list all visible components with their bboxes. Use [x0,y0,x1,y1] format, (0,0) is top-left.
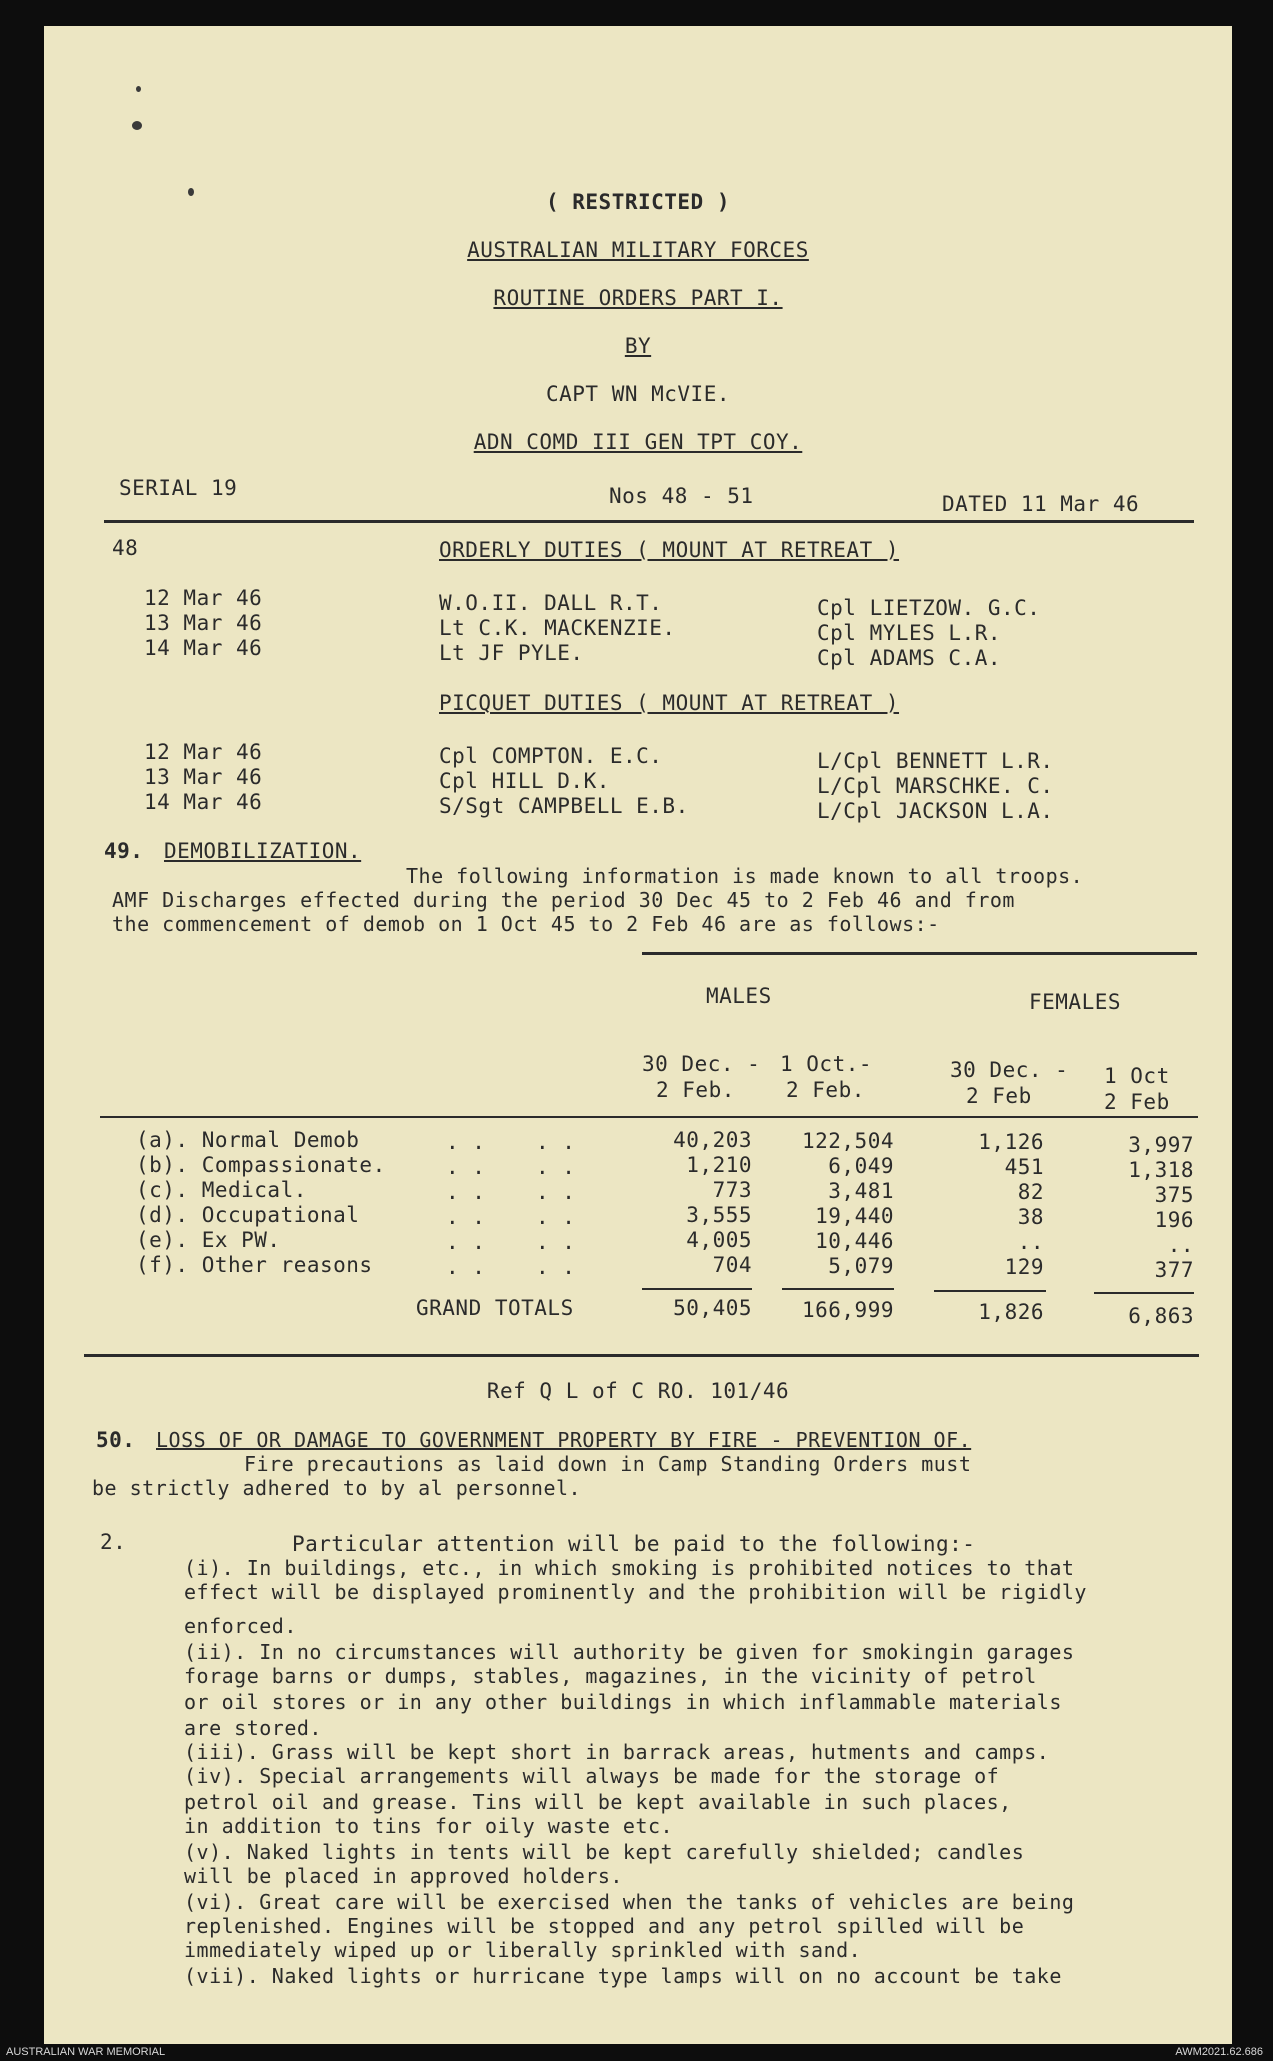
demobilization-title: DEMOBILIZATION. [164,839,362,863]
orderly-date: 12 Mar 46 [144,586,263,610]
table-row-dots: . . [536,1255,576,1279]
table-cell-males-overall: 3,481 [828,1179,894,1203]
orderly-nco: Cpl MYLES L.R. [817,621,1002,645]
picquet-lcpl: L/Cpl MARSCHKE. C. [817,774,1054,798]
table-row-label: (e). Ex PW. [136,1228,281,1252]
fire-prevention-title: LOSS OF OR DAMAGE TO GOVERNMENT PROPERTY BY FIRE - PREVENTION OF. [156,1428,972,1452]
col-heading-males-period: 2 Feb. [656,1078,735,1102]
fire-precaution-line: (iv). Special arrangements will always be made for the storage of [184,1764,1000,1788]
col-heading-females-period: 30 Dec. - [950,1058,1069,1082]
order-number-50: 50. [96,1428,136,1452]
table-row-dots: . . [446,1230,486,1254]
serial-number: SERIAL 19 [119,476,238,500]
fire-precaution-line: (v). Naked lights in tents will be kept carefully shielded; candles [184,1840,1025,1864]
header-divider [104,520,1194,523]
restricted-label: ( RESTRICTED ) [545,190,730,214]
table-cell-females-period: 1,126 [978,1130,1044,1154]
table-row-dots: . . [446,1255,486,1279]
table-cell-males-period: 704 [712,1253,752,1277]
table-row-dots: . . [446,1130,486,1154]
table-row-dots: . . [446,1180,486,1204]
fire-precaution-line: will be placed in approved holders. [184,1864,623,1888]
fire-precaution-line: enforced. [184,1614,297,1638]
table-cell-males-period: 3,555 [686,1203,752,1227]
table-row-label: (d). Occupational [136,1203,360,1227]
col-heading-males-period: 30 Dec. - [642,1052,761,1076]
fire-precaution-line: (i). In buildings, etc., in which smoking is prohibited notices to that [184,1556,1075,1580]
table-header-rule [100,1116,1198,1118]
females-heading: FEMALES [1029,990,1122,1014]
grand-total-females-overall: 6,863 [1128,1304,1194,1328]
table-cell-females-overall: 3,997 [1128,1133,1194,1157]
demob-paragraph-line: AMF Discharges effected during the period 30 Dec 45 to 2 Feb 46 and from [112,888,1015,912]
orderly-date: 14 Mar 46 [144,636,263,660]
picquet-date: 14 Mar 46 [144,790,263,814]
fire-precaution-line: in addition to tins for oily waste etc. [184,1814,674,1838]
footer-archive-name: AUSTRALIAN WAR MEMORIAL [6,2046,166,2058]
table-cell-females-overall: 377 [1154,1258,1194,1282]
table-cell-females-overall: 375 [1154,1183,1194,1207]
table-row-label: (f). Other reasons [136,1253,373,1277]
table-row-dots: . . [446,1205,486,1229]
fire-precaution-line: petrol oil and grease. Tins will be kept available in such places, [184,1790,1012,1814]
officer-name: CAPT WN McVIE. [545,382,730,406]
table-cell-males-overall: 10,446 [815,1229,894,1253]
table-cell-males-overall: 19,440 [815,1204,894,1228]
fire-precaution-line: (iii). Grass will be kept short in barrack areas, hutments and camps. [184,1740,1050,1764]
table-row-dots: . . [536,1155,576,1179]
col-heading-males-total: 1 Oct.- [780,1052,873,1076]
fire-precaution-line: (ii). In no circumstances will authority be given for smokingin garages [184,1640,1075,1664]
col-heading-females-total: 1 Oct [1104,1064,1170,1088]
females-subtotal-rule-b [1094,1292,1194,1294]
males-subtotal-rule-b [782,1288,894,1290]
dated-label: DATED 11 Mar 46 [942,492,1140,516]
females-subtotal-rule-a [934,1290,1046,1292]
grand-total-females-period: 1,826 [978,1300,1044,1324]
picquet-lcpl: L/Cpl BENNETT L.R. [817,749,1054,773]
table-cell-males-period: 1,210 [686,1153,752,1177]
table-bottom-rule [84,1354,1199,1357]
orderly-date: 13 Mar 46 [144,611,263,635]
col-heading-females-total: 2 Feb [1104,1090,1170,1114]
fire-p2-intro: Particular attention will be paid to the following:- [292,1532,976,1556]
table-cell-females-overall: 1,318 [1128,1158,1194,1182]
picquet-lcpl: L/Cpl JACKSON L.A. [817,799,1054,823]
table-cell-females-overall: 196 [1154,1208,1194,1232]
picquet-duties-title: PICQUET DUTIES ( MOUNT AT RETREAT ) [439,691,900,715]
orderly-officer: Lt JF PYLE. [439,641,584,665]
fire-precaution-line: immediately wiped up or liberally sprinkled with sand. [184,1938,862,1962]
orderly-officer: Lt C.K. MACKENZIE. [439,616,676,640]
table-cell-females-period: 129 [1004,1255,1044,1279]
orderly-duties-title: ORDERLY DUTIES ( MOUNT AT RETREAT ) [439,538,900,562]
table-row-dots: . . [536,1180,576,1204]
order-number-48: 48 [112,536,139,560]
punch-hole-mark [136,86,141,92]
by-label: BY [624,334,652,358]
footer-accession-number: AWM2021.62.686 [1175,2046,1263,2058]
table-cell-females-period: 82 [1017,1180,1044,1204]
fire-precaution-line: forage barns or dumps, stables, magazines, in the vicinity of petrol [184,1664,1037,1688]
table-cell-males-period: 4,005 [686,1228,752,1252]
demob-paragraph-line: The following information is made known to all troops. [406,864,1084,888]
fire-precaution-line: (vi). Great care will be exercised when the tanks of vehicles are being [184,1890,1075,1914]
col-heading-females-period: 2 Feb [966,1084,1032,1108]
fire-precaution-line: (vii). Naked lights or hurricane type lamps will on no account be take [184,1964,1062,1988]
picquet-date: 13 Mar 46 [144,765,263,789]
paragraph-number-2: 2. [100,1530,127,1554]
grand-totals-label: GRAND TOTALS [416,1296,574,1320]
orderly-nco: Cpl LIETZOW. G.C. [817,596,1041,620]
order-number-49: 49. [104,839,144,863]
table-row-dots: . . [536,1205,576,1229]
picquet-nco: Cpl COMPTON. E.C. [439,744,663,768]
fire-precaution-line: or oil stores or in any other buildings in which inflammable materials [184,1690,1062,1714]
grand-total-males-period: 50,405 [673,1296,752,1320]
table-cell-males-overall: 6,049 [828,1154,894,1178]
table-cell-females-period: 38 [1017,1205,1044,1229]
command-title: ADN COMD III GEN TPT COY. [473,430,803,454]
fire-intro-line: be strictly adhered to by al personnel. [92,1476,582,1500]
orders-title: ROUTINE ORDERS PART I. [493,286,783,310]
picquet-nco: S/Sgt CAMPBELL E.B. [439,794,689,818]
table-cell-females-period: .. [1017,1230,1044,1254]
males-subtotal-rule-a [642,1288,752,1290]
table-top-rule [642,952,1197,955]
table-cell-females-period: 451 [1004,1155,1044,1179]
table-row-label: (b). Compassionate. [136,1153,386,1177]
table-cell-males-period: 773 [712,1178,752,1202]
table-cell-males-period: 40,203 [673,1128,752,1152]
table-row-label: (c). Medical. [136,1178,307,1202]
demob-paragraph-line: the commencement of demob on 1 Oct 45 to 2 Feb 46 are as follows:- [112,912,940,936]
orderly-officer: W.O.II. DALL R.T. [439,591,663,615]
org-title: AUSTRALIAN MILITARY FORCES [467,238,809,262]
fire-intro-line: Fire precautions as laid down in Camp Standing Orders must [244,1452,972,1476]
table-cell-females-overall: .. [1167,1233,1194,1257]
table-row-dots: . . [446,1155,486,1179]
table-row-dots: . . [536,1230,576,1254]
fire-precaution-line: replenished. Engines will be stopped and any petrol spilled will be [184,1914,1025,1938]
fire-precaution-line: are stored. [184,1716,322,1740]
fire-precaution-line: effect will be displayed prominently and the prohibition will be rigidly [184,1580,1087,1604]
order-numbers: Nos 48 - 51 [609,484,754,508]
reference-note: Ref Q L of C RO. 101/46 [486,1379,790,1403]
table-row-dots: . . [536,1130,576,1154]
table-cell-males-overall: 5,079 [828,1254,894,1278]
table-row-label: (a). Normal Demob [136,1128,360,1152]
grand-total-males-overall: 166,999 [801,1298,894,1322]
table-cell-males-overall: 122,504 [801,1129,894,1153]
males-heading: MALES [706,984,772,1008]
orderly-nco: Cpl ADAMS C.A. [817,646,1002,670]
picquet-nco: Cpl HILL D.K. [439,769,610,793]
punch-hole-mark [132,121,142,130]
col-heading-males-total: 2 Feb. [786,1078,865,1102]
document-page [44,26,1232,2044]
picquet-date: 12 Mar 46 [144,740,263,764]
